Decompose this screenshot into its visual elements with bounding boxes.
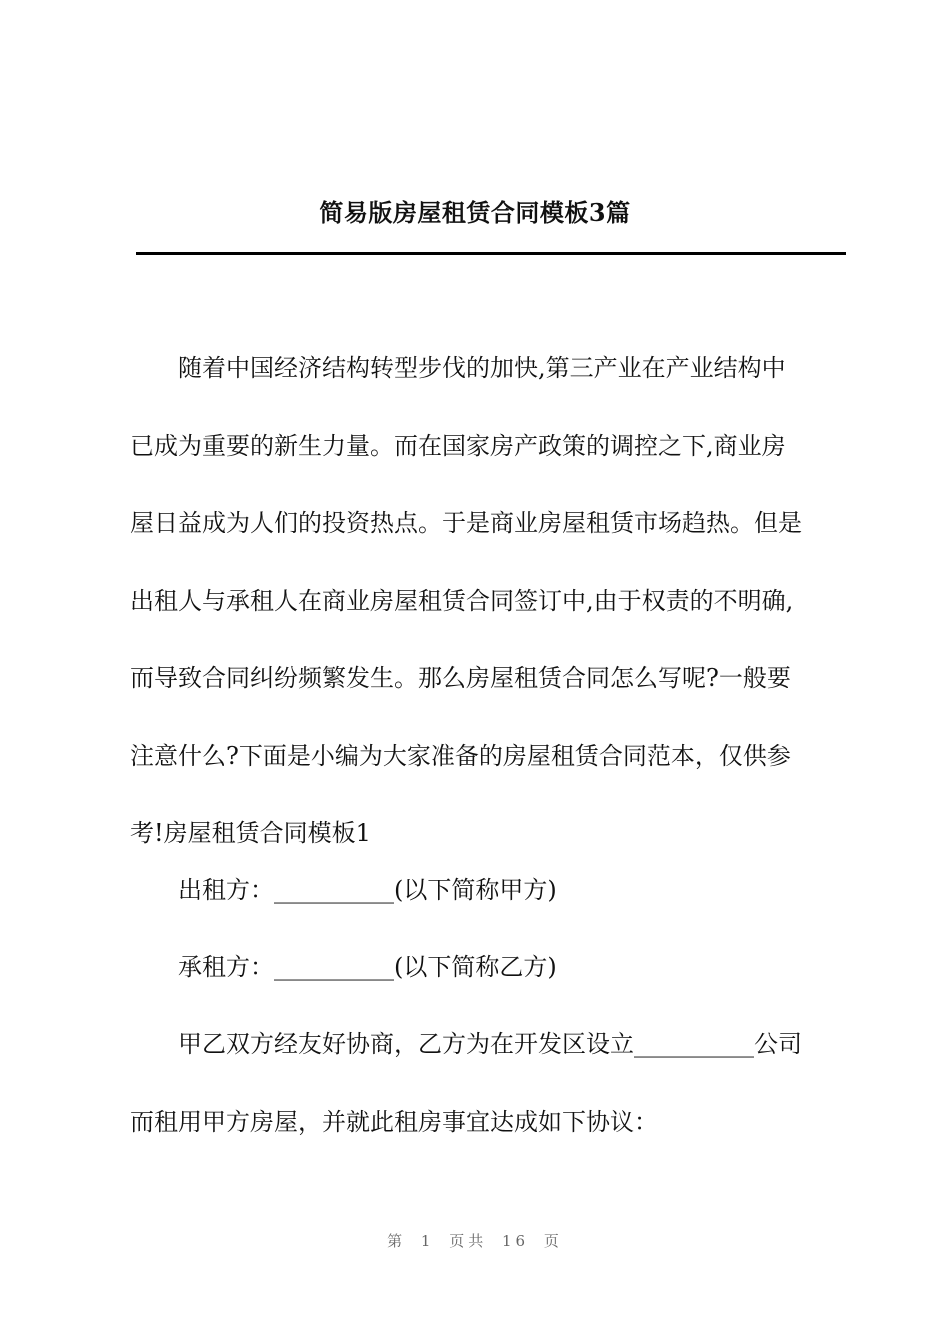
lessee-line: 承租方：__________(以下简称乙方) [178, 953, 557, 981]
intro-line: 已成为重要的新生力量。而在国家房产政策的调控之下,商业房 [130, 431, 786, 460]
agreement-line: 而租用甲方房屋，并就此租房事宜达成如下协议： [130, 1107, 658, 1136]
intro-line: 随着中国经济结构转型步伐的加快,第三产业在产业结构中 [178, 354, 786, 382]
intro-line: 而导致合同纠纷频繁发生。那么房屋租赁合同怎么写呢?一般要 [130, 664, 791, 692]
lessor-line: 出租方：__________(以下简称甲方) [178, 876, 557, 904]
page-number-footer: 第 1 页共 16 页 [387, 1232, 563, 1250]
lessor-paragraph [130, 852, 842, 930]
intro-line: 注意什么?下面是小编为大家准备的房屋租赁合同范本，仅供参 [130, 741, 791, 770]
intro-line: 屋日益成为人们的投资热点。于是商业房屋租赁市场趋热。但是 [130, 509, 802, 537]
document-title: 简易版房屋租赁合同模板3篇 [319, 198, 631, 227]
agreement-paragraph [130, 1006, 842, 1161]
intro-line: 考!房屋租赁合同模板1 [130, 819, 371, 847]
lessee-paragraph [130, 929, 842, 1007]
title-divider [136, 252, 846, 255]
intro-line: 出租人与承租人在商业房屋租赁合同签订中,由于权责的不明确, [130, 586, 794, 615]
intro-paragraph [130, 330, 842, 873]
agreement-line: 甲乙双方经友好协商，乙方为在开发区设立__________公司 [178, 1030, 802, 1058]
